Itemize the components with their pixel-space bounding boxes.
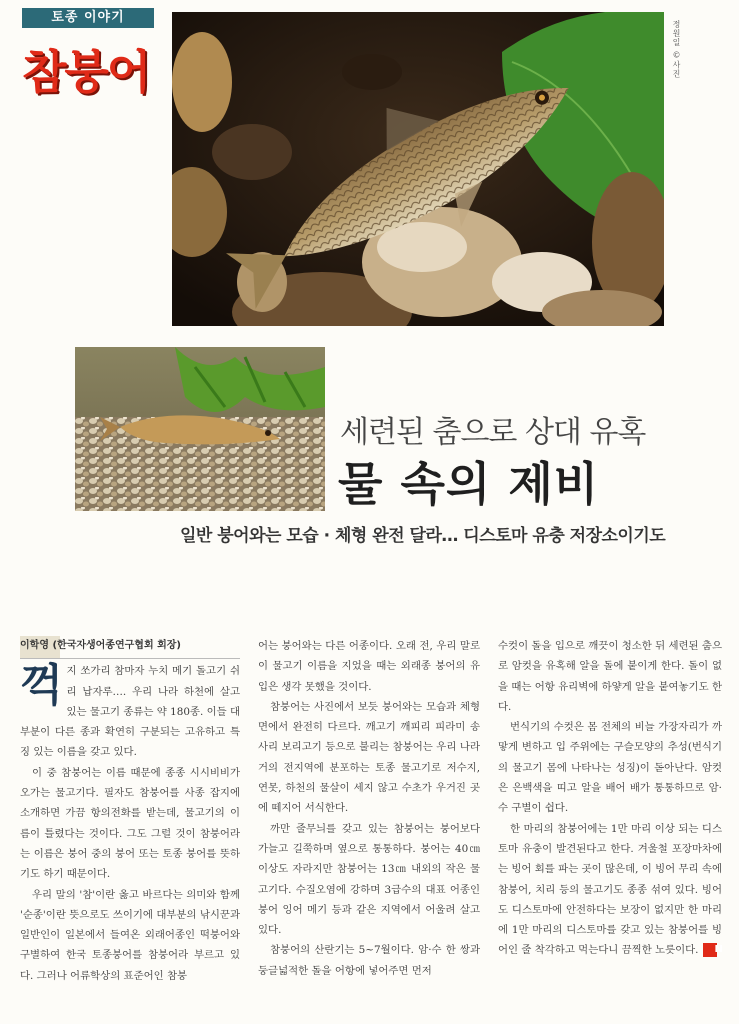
fish-photo-illustration xyxy=(172,12,664,326)
headline-deck: 일반 붕어와는 모습 · 체형 완전 달라… 디스토마 유충 저장소이기도 xyxy=(180,526,666,546)
article-paragraph: 어는 붕어와는 다른 어종이다. 오래 전, 우리 말로 이 물고기 이름을 지었을 때는 외래종 붕어의 유입은 생각 못했을 것이다. xyxy=(258,640,480,693)
article-column-3 xyxy=(498,636,722,961)
author-byline: 이학영 (한국자생어종연구협회 회장) xyxy=(20,636,240,659)
series-tag: 토종 이야기 xyxy=(22,8,154,28)
drop-cap: 꺽 xyxy=(20,660,63,712)
main-fish-photo xyxy=(172,12,664,326)
article-paragraph xyxy=(20,661,240,762)
article-paragraph: 수컷이 돌을 입으로 깨끗이 청소한 뒤 세련된 춤으로 암컷을 유혹해 알을 돌에 붙이게 한다. 돌이 없을 때는 어항 유리벽에 하얗게 알을 붙여놓기도 한다. xyxy=(498,640,722,713)
article-column-1 xyxy=(20,636,240,986)
headline-subtitle: 세련된 춤으로 상대 유혹 xyxy=(340,415,646,450)
article-paragraph: 번식기의 수컷은 몸 전체의 비늘 가장자리가 까맣게 변하고 입 주위에는 구슬모양의 추성(번식기의 물고기 몸에 나타나는 성징)이 돋아난다. 암컷은 은백색을 띠고 알을 배어 배가 통통하므로 암·수 구별이 쉽다. xyxy=(498,721,722,815)
article-paragraph: 참붕어는 사진에서 보듯 붕어와는 모습과 체형 면에서 완전히 다르다. 깨고기 깨피리 피라미 송사리 보리고기 등으로 불리는 참붕어는 우리 나라 거의 전지역에 분포하는 토종 물고기로 저수지, 연못, 하천의 물살이 세지 않고 수초가 우거진 곳에 떼지어 서식한다. xyxy=(258,700,480,815)
photo-credit: 정원일 ©사진 xyxy=(672,20,681,79)
headline-title: 물 속의 제비 xyxy=(338,457,600,511)
article-paragraph xyxy=(498,819,722,961)
article-paragraph: 우리 말의 '참'이란 옳고 바르다는 의미와 함께 '순종'이란 뜻으로도 쓰이기에 대부분의 낚시꾼과 일반인이 일본에서 들여온 외래어종인 떡붕어와 구별하여 한국 토종붕어를 참붕어라 부르고 있다. 그러나 어류학상의 표준어인 참붕 xyxy=(20,888,240,982)
page-title: 참붕어 xyxy=(22,45,150,99)
article-paragraph: 참붕어의 산란기는 5~7월이다. 암·수 한 쌍과 둥글넓적한 돌을 어항에 넣어주면 먼저 xyxy=(258,944,480,977)
article-paragraph: 까만 줄무늬를 갖고 있는 참붕어는 붕어보다 가늘고 길쭉하며 옆으로 통통하다. 붕어는 40㎝ 이상도 자라지만 참붕어는 13㎝ 내외의 작은 물고기다. 수질오염에 강하며 3급수의 대표 어종인 붕어 잉어 메기 등과 같은 지역에서 어울려 살고 있다. xyxy=(258,822,480,937)
end-mark-icon: N xyxy=(703,943,717,957)
article-paragraph: 이 중 참붕어는 이름 때문에 종종 시시비비가 오가는 물고기다. 필자도 참붕어를 사종 잡지에 소개하면 가끔 항의전화를 받는데, 물고기의 이름이 틀렸다는 것이다. 그도 그럴 것이 참붕어라는 이름은 붕어 중의 붕어 또는 토종 붕어를 뜻하기도 하기 때문이다. xyxy=(20,766,240,881)
secondary-fish-photo xyxy=(75,347,325,511)
paragraph-text: 한 마리의 참붕어에는 1만 마리 이상 되는 디스토마 유충이 발견된다고 한다. 겨울철 포장마차에는 빙어 회를 파는 곳이 많은데, 이 빙어 무리 속에 참붕어, 치리 등의 물고기도 종종 섞여 있다. 빙어도 디스토마에 안전하다는 보장이 없지만 한 마리에 1만 마리의 디스토마를 갖고 있는 참붕어를 빙어인 줄 착각하고 먹는다니 끔찍한 노릇이다. xyxy=(498,822,722,957)
paragraph-text: 지 쏘가리 참마자 누치 메기 돌고기 쉬리 납자루…. 우리 나라 하천에 살고 있는 물고기 종류는 약 180종. 이들 대부분이 다른 종과 확연히 구분되는 고유하고 특징 있는 이름을 갖고 있다. xyxy=(20,665,240,759)
gravel-fish-illustration xyxy=(75,347,325,511)
article-column-2 xyxy=(258,636,480,981)
